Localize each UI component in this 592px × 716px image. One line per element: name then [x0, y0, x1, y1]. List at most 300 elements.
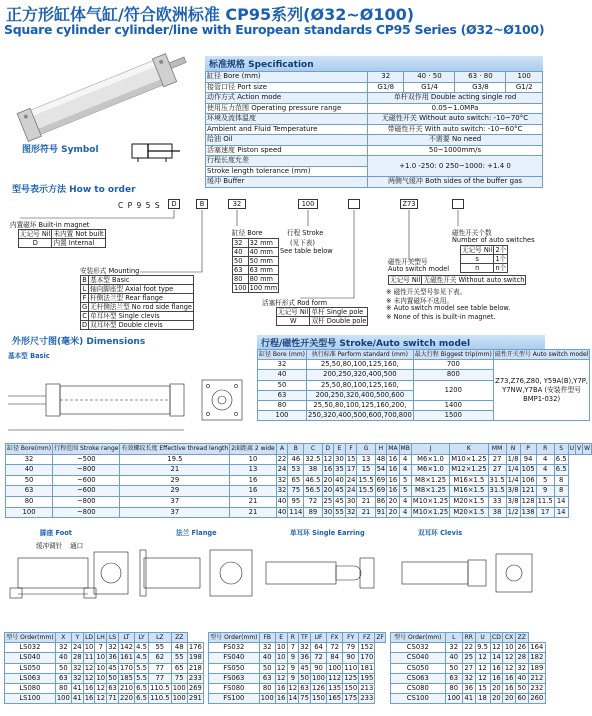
spec-heading: 标准规格 Specification	[205, 56, 543, 71]
spec-row: 行程长度允差 +1.0 -250: 0 250~1000: +1.4 0	[206, 156, 543, 167]
table-cell: 10	[230, 454, 277, 465]
table-cell: 63	[445, 673, 462, 683]
order-code-magnet: D	[168, 199, 180, 209]
table-cell: 31.5	[488, 475, 506, 486]
table-row	[5, 694, 204, 704]
table-cell: M16×1.5	[450, 486, 488, 497]
table-row	[5, 673, 204, 683]
table-cell: 32	[108, 643, 117, 652]
foot-table	[4, 632, 204, 704]
table-cell: 11	[84, 653, 94, 662]
table-cell: 15	[345, 454, 357, 465]
table-cell: M8×1.25	[411, 486, 449, 497]
table-cell: ~800	[53, 496, 120, 507]
table-cell: 233	[188, 673, 202, 682]
spec-row: 缸径 Bore (mm) 32 40 · 50 63 · 80 100	[206, 72, 543, 83]
table-cell: 5	[399, 486, 411, 497]
table-cell: 212	[528, 673, 545, 683]
table-cell: 6.5	[136, 694, 147, 703]
table-cell: 50	[108, 673, 117, 682]
table-cell: 100	[260, 694, 274, 703]
table-cell: 35	[334, 465, 346, 476]
flange-table	[208, 632, 386, 704]
nut-label: 缓冲调针	[36, 542, 63, 550]
table-cell: 94	[520, 454, 536, 465]
table-cell: 10	[96, 653, 106, 662]
table-cell: 125	[344, 673, 358, 682]
table-row	[209, 684, 386, 694]
page-title-en: Square cylinder cylinder/line with European standards CP95 Series (Ø32~Ø100)	[4, 22, 545, 37]
table-cell: 142	[119, 643, 133, 652]
table-cell: 32	[276, 475, 288, 486]
table-cell: 80	[445, 684, 462, 694]
cylinder-product-image	[8, 44, 198, 144]
table-cell: 15.5	[357, 486, 375, 497]
table-cell: 63	[108, 684, 117, 693]
table-cell: 24	[345, 486, 357, 497]
table-cell: 29	[120, 486, 230, 497]
table-cell: 12	[96, 684, 106, 693]
table-cell: 32.5	[304, 454, 322, 465]
table-cell: 36	[464, 684, 474, 693]
table-cell: 269	[188, 684, 202, 693]
header-cell: E	[334, 444, 346, 455]
table-cell: 14	[554, 496, 568, 507]
switch-count-table: 无记号 Nil 2个 s 1个 n n个	[462, 246, 507, 272]
header-cell: 行程范围 Stroke range	[53, 444, 120, 455]
table-cell: 12	[490, 643, 503, 653]
table-cell: LS080	[5, 684, 56, 694]
table-cell: 63	[259, 673, 275, 683]
order-note: ※ 未内置磁环不选用。	[386, 297, 453, 305]
foot-heading: 脚座 Foot	[40, 529, 72, 537]
table-cell: 6.5	[136, 684, 147, 693]
table-cell: 40	[276, 507, 288, 518]
header-cell: F	[345, 444, 357, 455]
table-row	[5, 663, 204, 673]
header-cell: FZ	[359, 633, 375, 643]
table-cell: 55	[171, 653, 187, 663]
header-cell: R	[536, 444, 554, 455]
table-cell: 20	[322, 486, 334, 497]
header-cell: 2面距离 2 wide	[230, 444, 277, 455]
table-cell: 75	[288, 486, 304, 497]
table-cell: 33	[488, 496, 506, 507]
table-cell: ~800	[53, 465, 120, 476]
table-cell: CS063	[391, 673, 446, 683]
table-cell: 232	[528, 684, 545, 694]
table-cell: M20×1.5	[450, 507, 488, 518]
table-cell: FS100	[209, 694, 260, 704]
table-cell: 181	[360, 663, 374, 672]
single-earring-heading: 单耳环 Single Earring	[290, 529, 365, 537]
table-cell: 79	[343, 643, 359, 653]
table-cell: 22	[276, 454, 288, 465]
table-cell: 28	[72, 653, 82, 662]
table-cell: 14	[288, 694, 298, 703]
table-cell: 45	[334, 496, 346, 507]
table-header-row	[391, 633, 546, 643]
table-cell: LS100	[5, 694, 56, 704]
table-cell: 198	[188, 653, 202, 662]
table-cell: 25	[322, 496, 334, 507]
table-cell: 27	[464, 663, 474, 672]
table-cell: 95	[288, 496, 304, 507]
table-cell: 112	[328, 673, 342, 682]
header-cell: MB	[399, 444, 411, 455]
table-cell: 16	[387, 465, 399, 476]
table-cell: 63	[300, 684, 309, 693]
table-cell: CS100	[391, 694, 446, 704]
order-note: ※ 磁性开关型号参见下表。	[386, 288, 467, 296]
header-cell: N	[506, 444, 520, 455]
table-cell: CS040	[391, 653, 446, 663]
table-cell: ~600	[53, 475, 120, 486]
table-cell: 3/8	[506, 486, 520, 497]
table-row	[6, 454, 592, 465]
switch-type-title: 磁性开关型号	[388, 258, 428, 266]
table-cell: 21	[357, 496, 375, 507]
rod-table: 无记号 Nil 单杆 Single pole W 双杆 Double pole	[278, 308, 367, 325]
table-cell: 50	[517, 684, 527, 693]
header-cell: G	[357, 444, 375, 455]
table-cell: 30	[322, 507, 334, 518]
table-cell: 50	[445, 663, 462, 673]
table-cell: 12	[322, 454, 334, 465]
table-cell: 100	[172, 694, 186, 703]
table-cell: 40	[517, 673, 527, 682]
table-cell: 185	[119, 673, 133, 682]
header-cell: ZZ	[171, 633, 187, 643]
header-cell: A	[276, 444, 288, 455]
table-cell: 75	[300, 694, 309, 703]
table-cell: 9	[536, 486, 554, 497]
header-cell: ZF	[376, 634, 384, 641]
order-note: ※ Auto switch model see table below.	[386, 304, 511, 312]
table-cell: M10×1.25	[411, 507, 449, 518]
header-cell: U	[475, 633, 490, 643]
header-cell: D	[322, 444, 334, 455]
header-cell: LT	[118, 633, 134, 643]
table-cell: 13	[357, 454, 375, 465]
table-cell: 4	[399, 454, 411, 465]
table-cell: 32	[445, 643, 462, 653]
table-cell: LS050	[5, 663, 56, 673]
header-cell: W	[583, 444, 592, 455]
table-cell: 41	[464, 694, 474, 703]
table-cell: 40	[334, 475, 346, 486]
table-cell: 32	[345, 507, 357, 518]
table-cell: 1/8	[506, 454, 520, 465]
mount-drawings	[4, 538, 546, 630]
table-cell: 14	[554, 507, 568, 518]
table-cell: 16	[387, 475, 399, 486]
table-row	[391, 653, 546, 663]
table-cell: M10×1.25	[411, 496, 449, 507]
table-cell: 62	[148, 653, 171, 663]
header-cell: E	[275, 633, 287, 643]
table-cell: LS040	[5, 653, 56, 663]
table-cell: 72	[304, 496, 322, 507]
table-cell: 17	[345, 465, 357, 476]
table-cell: 32	[72, 663, 82, 672]
table-cell: 20	[322, 475, 334, 486]
table-cell: 64	[310, 643, 326, 653]
table-row	[6, 507, 592, 518]
table-cell: 182	[528, 653, 545, 663]
table-cell: 60	[517, 694, 527, 703]
table-cell: 77	[148, 663, 171, 673]
table-cell: LS063	[5, 673, 56, 683]
table-cell: 161	[119, 653, 133, 662]
spec-row: 动作方式 Action mode 单杆双作用 Double acting single rod	[206, 93, 543, 104]
clevis-table	[390, 632, 546, 704]
table-cell: 37	[120, 496, 230, 507]
switch-count-title: 磁性开关个数	[452, 229, 492, 237]
table-cell: 50	[259, 663, 275, 673]
spec-row: 环境及流体温度 无磁性开关 Without auto switch: -10~70°C	[206, 114, 543, 125]
table-cell: 40	[445, 653, 462, 663]
table-cell: 41	[72, 684, 82, 693]
table-cell: 10	[504, 643, 514, 652]
table-cell: LS032	[5, 643, 56, 653]
magnet-title: 内置磁环 Built-in magnet	[10, 221, 90, 229]
header-cell: LH	[96, 634, 105, 641]
table-cell: 16	[490, 673, 503, 683]
table-cell: 233	[360, 694, 374, 703]
table-cell: 16	[230, 475, 277, 486]
table-cell: 12	[84, 663, 94, 672]
table-cell: 105	[520, 465, 536, 476]
header-cell: S	[554, 444, 568, 455]
rod-title: 活塞杆形式 Rod form	[262, 299, 328, 307]
header-cell: X	[55, 633, 71, 643]
table-cell: 28	[517, 653, 527, 662]
table-cell: 20	[490, 684, 503, 694]
table-cell: 4	[399, 496, 411, 507]
header-cell: V	[575, 444, 582, 455]
table-cell: 24	[276, 465, 288, 476]
table-cell: 45	[334, 486, 346, 497]
table-cell: 150	[344, 684, 358, 693]
table-cell: 189	[528, 663, 545, 673]
table-cell: 89	[304, 507, 322, 518]
table-cell: 291	[188, 694, 202, 703]
flange-heading: 法兰 Flange	[176, 529, 217, 537]
table-cell: 16	[504, 673, 514, 682]
table-cell: 75	[171, 673, 187, 683]
stroke-note: See table below	[280, 247, 333, 255]
table-cell: 4	[399, 465, 411, 476]
table-cell: 18	[475, 694, 490, 704]
table-cell: 164	[528, 643, 545, 653]
table-cell: 15	[475, 684, 490, 694]
table-cell: 260	[528, 694, 545, 704]
basic-dimension-drawing	[6, 360, 256, 442]
table-row	[6, 475, 592, 486]
table-cell: 50	[300, 673, 309, 682]
order-code-bore: 32	[228, 199, 246, 209]
table-cell: 110	[344, 663, 358, 672]
table-row	[6, 486, 592, 497]
order-note: ※ None of this is built-in magnet.	[386, 313, 496, 321]
table-cell: 210	[119, 684, 133, 693]
table-cell: 7	[95, 643, 107, 653]
table-cell: 21	[230, 496, 277, 507]
header-cell: Y	[71, 633, 83, 643]
table-cell: 19.5	[120, 454, 230, 465]
table-cell: M8×1.25	[411, 475, 449, 486]
header-cell: R	[287, 633, 299, 643]
table-cell: 46.5	[304, 475, 322, 486]
table-cell: 12	[504, 663, 514, 672]
bore-table: 32 32 mm 40 40 mm 50 50 mm 63 63 mm 80 80 mm 100 100 mm	[234, 239, 278, 292]
header-cell: 有效螺纹长度 Effective thread length	[120, 444, 230, 455]
table-cell: 114	[288, 507, 304, 518]
table-cell: 41	[72, 694, 82, 703]
table-row	[209, 673, 386, 683]
table-cell: 16	[276, 694, 286, 703]
table-cell: 126	[312, 684, 326, 693]
table-cell: 9	[287, 663, 299, 673]
table-cell: 69	[375, 486, 387, 497]
table-cell: 110.5	[150, 684, 170, 693]
table-cell: 16	[84, 694, 94, 703]
table-cell: 40	[6, 465, 53, 476]
header-cell: LD	[85, 634, 94, 641]
table-cell: CS032	[391, 643, 446, 653]
header-cell: K	[450, 444, 488, 455]
stroke-switch-table: 缸径 Bore (mm) 执行标准 Perform standard (mm) 最大行程 Biggest trip(mm) 磁性开关型号 Auto switch model 32 25,50,80,100,125,160, 700 Z73,Z76,Z80, Y59A(B),Y7P, Y7NW,Y7BA (安装件型号 BMP1-032) 40 200,250,320,400,500 800 50 25,50,80,100,125,160, 1200 63 200,250,320,400,500,600 80 25,50,80,100,125,160,200, 1400 100 250,320,400,500,600,700,800 1500	[259, 351, 589, 420]
table-cell: FS032	[209, 643, 260, 653]
table-cell: 20	[387, 507, 399, 518]
spec-row: 接管口径 Port size G1/8 G1/4 G3/8 G1/2	[206, 82, 543, 93]
header-cell: L	[445, 633, 462, 643]
basic-heading: 基本型 Basic	[8, 352, 50, 360]
table-cell: 165	[328, 694, 342, 703]
table-cell: 40	[55, 653, 71, 663]
table-cell: 11.5	[536, 496, 554, 507]
table-cell: 6.5	[554, 454, 568, 465]
header-cell: 型号 Order(mm)	[391, 633, 446, 643]
page-title-cn: 正方形缸体气缸/符合欧洲标准 CP95系列(Ø32~Ø100)	[6, 5, 415, 24]
table-cell: 4.5	[136, 643, 147, 652]
table-cell: 80	[6, 496, 53, 507]
table-cell: 4	[536, 454, 554, 465]
table-cell: 32	[6, 454, 53, 465]
table-row	[391, 663, 546, 673]
table-cell: 4.5	[136, 653, 147, 662]
header-cell: FY	[343, 633, 359, 643]
table-cell: FS050	[209, 663, 260, 673]
table-cell: 1/2	[506, 507, 520, 518]
spec-table	[205, 71, 543, 188]
table-cell: 12	[288, 684, 298, 693]
table-cell: 12	[504, 653, 514, 662]
table-cell: 152	[360, 643, 374, 652]
table-cell: 90	[343, 653, 359, 663]
table-cell: 10	[276, 653, 286, 662]
table-cell: 45	[108, 663, 117, 672]
table-cell: 12	[475, 673, 490, 683]
table-row	[6, 465, 592, 476]
table-cell: 54	[375, 465, 387, 476]
header-cell: C	[304, 444, 322, 455]
table-cell: 10	[84, 643, 94, 652]
table-cell: 55	[334, 507, 346, 518]
table-row	[5, 684, 204, 694]
table-row	[5, 653, 204, 663]
table-cell: 32	[72, 673, 82, 682]
spec-row: Ambient and Fluid Temperature 带磁性开关 With auto switch: -10~60°C	[206, 124, 543, 135]
table-cell: 220	[119, 694, 133, 703]
table-cell: FS063	[209, 673, 260, 683]
table-cell: 12	[276, 673, 286, 682]
bore-title: 缸径 Bore	[232, 229, 263, 237]
stroke-switch-heading: 行程/磁性开关型号 Stroke/Auto switch model	[257, 335, 545, 350]
table-cell: 14	[490, 653, 503, 663]
table-cell: M12×1.25	[450, 465, 488, 476]
table-row	[391, 684, 546, 694]
table-cell: 121	[520, 486, 536, 497]
header-cell: B	[288, 444, 304, 455]
table-cell: 27	[488, 465, 506, 476]
mount-table: B 基本型 Basic L 轴向脚座型 Axial foot type F 杆侧法兰型 Rear flange G 无杆侧法兰型 No rod side flange C 单耳环型 Single clevis D 双耳环型 Double clevis	[82, 276, 192, 329]
table-cell: FS080	[209, 684, 260, 694]
table-cell: ~800	[53, 507, 120, 518]
table-cell: M10×1.25	[450, 454, 488, 465]
header-cell: CX	[503, 633, 516, 643]
header-cell: J	[411, 444, 449, 455]
table-cell: 1/4	[506, 465, 520, 476]
table-cell: 24	[345, 475, 357, 486]
table-cell: 48	[171, 643, 187, 653]
header-cell: UF	[310, 633, 326, 643]
table-cell: 8	[554, 475, 568, 486]
switch-type-table: 无记号 Nil 无磁性开关 Without auto switch	[390, 276, 525, 284]
header-cell: 缸径 Bore(mm)	[6, 444, 53, 455]
clevis-heading: 双耳环 Clevis	[418, 529, 463, 537]
table-cell: 80	[259, 684, 275, 694]
table-cell: 9	[287, 653, 299, 663]
table-cell: 90	[310, 663, 326, 673]
table-cell: CS050	[391, 663, 446, 673]
table-header-row	[6, 444, 592, 455]
table-cell: M6×1.0	[411, 465, 449, 476]
table-cell: 50	[55, 663, 71, 673]
table-cell: 36	[300, 653, 309, 662]
table-cell: 45	[300, 663, 309, 672]
table-header-row	[5, 633, 204, 643]
table-cell: 175	[344, 694, 358, 703]
table-row	[6, 496, 592, 507]
table-cell: 138	[520, 507, 536, 518]
table-cell: 32	[55, 643, 71, 653]
table-cell: 91	[375, 507, 387, 518]
table-cell: 9.5	[475, 643, 490, 653]
table-cell: 84	[327, 653, 343, 663]
stroke-title: 行程 Stroke	[287, 229, 324, 237]
table-row	[209, 694, 386, 704]
table-cell: 24	[72, 643, 82, 652]
table-cell: 9	[287, 673, 299, 683]
dimension-table	[5, 443, 592, 518]
table-cell: 65	[171, 663, 187, 673]
table-cell: 25	[464, 653, 474, 662]
table-cell: 38	[304, 465, 322, 476]
table-cell: 72	[327, 643, 343, 653]
table-cell: 21	[230, 507, 277, 518]
